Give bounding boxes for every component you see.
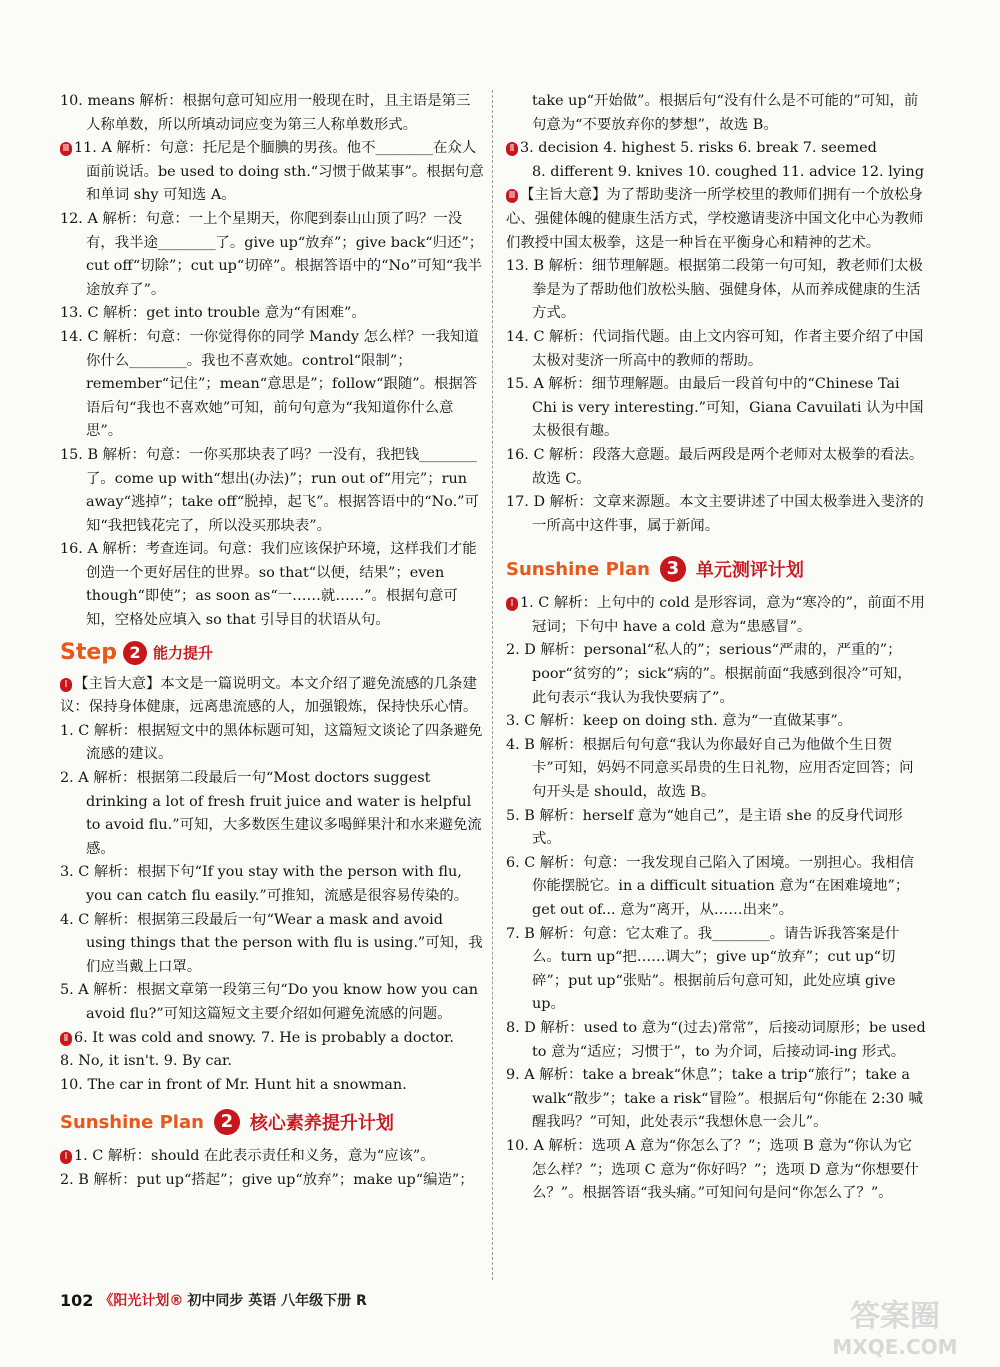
answer-item	[506, 491, 926, 538]
answer-list-c	[60, 1145, 484, 1192]
answer-item	[60, 767, 484, 861]
answer-text: 13. C 解析：get into trouble 意为“有困难”。	[60, 305, 366, 322]
column-divider	[492, 90, 493, 1280]
answer-text: 2. A 解析：根据第二段最后一句“Most doctors suggest drinking a lot of fresh fruit juice and water is helpful to avoid flu.”可知，大多数医生建议多喝鲜果汁和水来避免流感。	[60, 770, 482, 857]
answer-item	[60, 909, 484, 980]
section-marker-icon: Ⅱ	[60, 1032, 72, 1046]
answer-text: 10. The car in front of Mr. Hunt hit a snowman.	[60, 1076, 407, 1093]
answer-list-d	[506, 90, 926, 538]
answer-text: 1. C 解析：根据短文中的黑体标题可知，这篇短文谈论了四条避免流感的建议。	[60, 722, 483, 763]
answer-item	[60, 1050, 484, 1074]
answer-text: 5. A 解析：根据文章第一段第三句“Do you know how you can avoid flu?”可知这篇短文主要介绍如何避免流感的问题。	[60, 982, 479, 1022]
plan-name: Sunshine Plan	[60, 1111, 204, 1133]
plan-name: Sunshine Plan	[506, 558, 650, 580]
answer-text: 【主旨大意】为了帮助斐济一所学校里的教师们拥有一个放松身心、强健体魄的健康生活方式，学校邀请斐济中国文化中心为教师们教授中国太极拳，这是一种旨在平衡身心和精神的艺术。	[506, 187, 924, 251]
answer-item	[60, 538, 484, 632]
answer-text: 15. B 解析：句意：一你买那块表了吗？一没有，我把钱________了。come up with“想出(办法)”；run out of“用完”；run away“逃掉”；take off“脱掉，起飞”。根据答语中的“No.”可知“我把钱花完了，所以没买那块表”。	[60, 446, 479, 534]
answer-text: 8. different 9. knives 10. coughed 11. advice 12. lying	[532, 163, 925, 180]
right-column	[506, 90, 926, 1206]
step-title: 能力提升	[153, 644, 214, 663]
answer-item	[506, 184, 926, 255]
answer-item	[60, 979, 484, 1026]
plan-title: 单元测评计划	[695, 560, 804, 582]
answer-item	[506, 734, 926, 805]
answer-item	[60, 1145, 484, 1169]
sunshine-plan-2-banner	[60, 1101, 484, 1143]
answer-item	[60, 326, 484, 444]
answer-item	[506, 852, 926, 923]
answer-text: 10. means 解析：根据句意可知应用一般现在时，且主语是第三人称单数，所以所填动词应变为第三人称单数形式。	[60, 93, 471, 133]
section-marker-icon: Ⅰ	[60, 1150, 72, 1164]
answer-text: 17. D 解析：文章来源题。本文主要讲述了中国太极拳进入斐济的一所高中这件事，属于新闻。	[506, 494, 924, 534]
answer-text: 8. D 解析：used to 意为“(过去)常常”，后接动词原形；be used to 意为“适应；习惯于”，to 为介词，后接动词-ing 形式。	[506, 1019, 926, 1060]
left-column	[60, 90, 484, 1193]
answer-text: 8. No, it isn't. 9. By car.	[60, 1053, 232, 1070]
answer-item	[506, 1017, 926, 1064]
answer-text: 【主旨大意】本文是一篇说明文。本文介绍了避免流感的几条建议：保持身体健康，远离患流感的人，加强锻炼，保持快乐心情。	[60, 675, 478, 716]
plan-title: 核心素养提升计划	[249, 1113, 394, 1135]
page-footer	[60, 1290, 367, 1310]
section-marker-icon: Ⅲ	[60, 142, 72, 156]
answer-text: 1. C 解析：上句中的 cold 是形容词，意为“寒冷的”，前面不用冠词；下句中 have a cold 意为“患感冒”。	[520, 595, 925, 635]
watermark-top: 答案圈	[850, 1299, 940, 1334]
answer-list-e	[506, 592, 926, 1205]
sunshine-plan-3-banner	[506, 548, 926, 590]
answer-item	[506, 373, 926, 444]
answer-item	[506, 805, 926, 852]
answer-text: 5. B 解析：herself 意为“她自己”，是主语 she 的反身代词形式。	[506, 807, 903, 848]
answer-text: 15. A 解析：细节理解题。由最后一段首句中的“Chinese Tai Chi is very interesting.”可知，Giana Cavuilati 认为中国太极很有趣。	[506, 376, 924, 440]
answer-text: 2. D 解析：personal“私人的”；serious“严肃的，严重的”；poor“贫穷的”；sick“病的”。根据前面“我感到很冷”可知，此句表示“我认为我快要病了”。	[506, 642, 912, 706]
answer-item	[506, 592, 926, 639]
answer-text: 2. B 解析：put up“搭起”；give up“放弃”；make up“编造”；	[60, 1171, 474, 1188]
answer-item	[60, 90, 484, 137]
answer-list-b	[60, 673, 484, 1098]
answer-text: 14. C 解析：句意：一你觉得你的同学 Mandy 怎么样？一我知道你什么________。我也不喜欢她。control“限制”；remember“记住”；mean“意思是”；follow“跟随”。根据答语后句“我也不喜欢她”可知，前句句意为“我知道你什么意思”。	[60, 328, 479, 440]
answer-item	[506, 639, 926, 710]
answer-item	[506, 255, 926, 326]
book-info: 初中同步 英语 八年级下册 R	[187, 1293, 367, 1309]
answer-text: 11. A 解析：句意：托尼是个腼腆的男孩。他不________在众人面前说话。be used to doing sth.“习惯于做某事”。根据句意和单词 shy 可知选 A。	[74, 140, 484, 204]
answer-text: 6. It was cold and snowy. 7. He is probably a doctor.	[74, 1029, 454, 1046]
section-marker-icon: Ⅰ	[60, 678, 72, 692]
answer-text: take up“开始做”。根据后句“没有什么是不可能的”可知，前句意为“不要放弃你的梦想”，故选 B。	[532, 93, 919, 133]
answer-item	[60, 208, 484, 302]
answer-text: 7. B 解析：句意：它太难了。我________。请告诉我答案是什么。turn up“把……调大”；give up“放弃”；cut up“切碎”；put up“张贴”。根据前后句意可知，此处应填 give up。	[506, 925, 900, 1013]
answer-item	[506, 923, 926, 1017]
answer-item	[506, 326, 926, 373]
plan-number: 3	[660, 556, 686, 582]
answer-item	[506, 444, 926, 491]
answer-item	[60, 444, 484, 538]
answer-text: 4. C 解析：根据第三段最后一句“Wear a mask and avoid using things that the person with flu is using.”可知，我们应当戴上口罩。	[60, 911, 483, 975]
answer-item	[60, 861, 484, 908]
answer-text: 13. B 解析：细节理解题。根据第二段第一句可知，教老师们太极拳是为了帮助他们放松头脑、强健身体，从而养成健康的生活方式。	[506, 258, 923, 322]
section-marker-icon: Ⅰ	[506, 597, 518, 611]
section-marker-icon: Ⅲ	[506, 189, 518, 203]
brand-name: 《阳光计划®	[99, 1293, 184, 1309]
answer-text: 16. C 解析：段落大意题。最后两段是两个老师对太极拳的看法。故选 C。	[506, 446, 924, 487]
answer-item	[60, 1169, 484, 1193]
answer-text: 9. A 解析：take a break“休息”；take a trip“旅行”；take a walk“散步”；take a risk“冒险”。根据后句“你能在 2:30 喊醒我吗？”可知，此处表示“我想休息一会儿”。	[506, 1067, 923, 1131]
watermark-bottom: MXQE.COM	[832, 1335, 958, 1359]
answer-text: 3. C 解析：keep on doing sth. 意为“一直做某事”。	[506, 713, 853, 730]
answer-item	[60, 1074, 484, 1098]
answer-item	[60, 137, 484, 208]
answer-item	[60, 1027, 484, 1051]
answer-text: 3. C 解析：根据下句“If you stay with the person with flu, you can catch flu easily.”可推知，流感是很容易传染的。	[60, 864, 469, 904]
answer-item	[60, 302, 484, 326]
step-word: Step	[60, 640, 118, 666]
answer-text: 10. A 解析：选项 A 意为“你怎么了？”；选项 B 意为“你认为它怎么样？”；选项 C 意为“你好吗？”；选项 D 意为“你想要什么？”。根据答语“我头痛。”可知问句是问“你怎么了？”。	[506, 1137, 919, 1202]
answer-item	[60, 720, 484, 767]
answer-text: 6. C 解析：句意：一我发现自己陷入了困境。一别担心。我相信你能摆脱它。in a difficult situation 意为“在困难境地”；get out of... 意为“离开，从……出来”。	[506, 854, 915, 918]
answer-item	[506, 1135, 926, 1206]
answer-item	[506, 161, 926, 185]
watermark-logo	[820, 1292, 970, 1362]
answer-text: 14. C 解析：代词指代题。由上文内容可知，作者主要介绍了中国太极对斐济一所高中的教师的帮助。	[506, 328, 924, 369]
step-number: 2	[123, 641, 147, 665]
answer-text: 1. C 解析：should 在此表示责任和义务，意为“应该”。	[74, 1148, 435, 1165]
answer-item	[60, 673, 484, 720]
answer-text: 4. B 解析：根据后句句意“我认为你最好自己为他做个生日贺卡”可知，妈妈不同意买昂贵的生日礼物，应用否定回答；问句开头是 should，故选 B。	[506, 736, 914, 801]
answer-list-a	[60, 90, 484, 633]
answer-text: 16. A 解析：考查连词。句意：我们应该保护环境，这样我们才能创造一个更好居住的世界。so that“以便，结果”；even though“即使”；as soon as“一……就……”。根据句意可知，空格处应填入 so that 引导目的状语从句。	[60, 541, 477, 629]
answer-item	[506, 90, 926, 137]
plan-number: 2	[214, 1109, 240, 1135]
answer-item	[506, 137, 926, 161]
section-marker-icon: Ⅱ	[506, 142, 518, 156]
answer-item	[506, 1064, 926, 1135]
answer-item	[506, 710, 926, 734]
answer-text: 12. A 解析：句意：一上个星期天，你爬到泰山山顶了吗？一没有，我半途________了。give up“放弃”；give back“归还”；cut off“切除”；cut up“切碎”。根据答语中的“No”可知“我半途放弃了”。	[60, 210, 484, 298]
page-number: 102	[60, 1290, 94, 1310]
step-2-heading	[60, 633, 484, 673]
answer-text: 3. decision 4. highest 5. risks 6. break 7. seemed	[520, 140, 877, 157]
